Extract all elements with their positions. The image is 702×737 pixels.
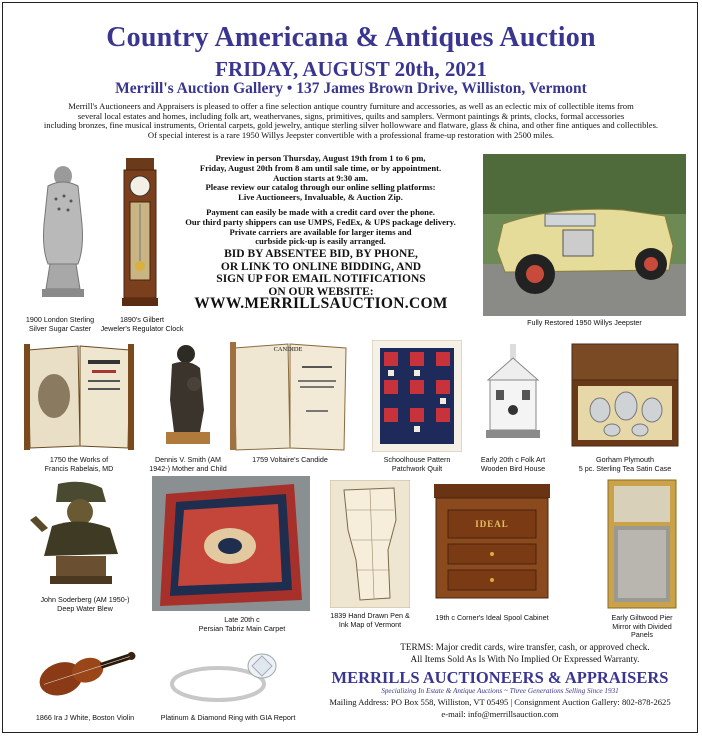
- bid-line: BID BY ABSENTEE BID, BY PHONE,: [224, 248, 418, 260]
- sugar-caster-photo: [22, 154, 104, 312]
- caption-line: Deep Water Blew: [57, 603, 113, 613]
- terms-line: All Items Sold As Is With No Implied Or Expressed Warranty.: [410, 654, 640, 664]
- willys-jeepster-photo: [483, 154, 686, 316]
- preview-line: Payment can easily be made with a credit card over the phone.: [206, 206, 435, 217]
- quilt-photo: [372, 340, 462, 452]
- caption-line: Early 20th c Folk Art: [480, 455, 546, 464]
- preview-line: Please review our catalog through our online selling platforms:: [205, 182, 436, 193]
- caption-line: Late 20th c: [224, 615, 260, 624]
- caption-line: 1839 Hand Drawn Pen &: [330, 611, 410, 620]
- vermont-map-photo: [330, 480, 410, 608]
- regulator-clock-photo: [118, 154, 162, 312]
- intro-line: several local estates and homes, including folk art, weathervanes, signs, primitives, quilts and samplers. Vermont paintings & prints, clocks, formal accessories: [77, 110, 625, 121]
- bird-house-photo: [478, 340, 548, 452]
- candide-caption: [236, 456, 344, 465]
- clock-caption: [92, 316, 192, 333]
- caption-line: Gorham Plymouth: [596, 455, 654, 464]
- company-name: MERRILLS AUCTIONEERS & APPRAISERS: [331, 668, 669, 687]
- ring-caption: [146, 714, 310, 723]
- preview-line: curbside pick-up is easily arranged.: [255, 236, 386, 247]
- caption-line: Platinum & Diamond Ring with GIA Report: [160, 713, 296, 722]
- caption-line: Panels: [631, 630, 653, 639]
- bid-line: SIGN UP FOR EMAIL NOTIFICATIONS: [216, 273, 426, 285]
- preview-line: Auction starts at 9:30 am.: [273, 172, 368, 183]
- email-address[interactable]: e-mail: info@merrillsauction.com: [441, 709, 559, 719]
- intro-line: Of special interest is a rare 1950 Willys Jeepster convertible with a professional frame-up restoration with 2500 miles.: [147, 129, 555, 140]
- rabelais-book-photo: [22, 340, 136, 452]
- diamond-ring-photo: [148, 636, 308, 712]
- caption-line: 1942-) Mother and Child: [149, 463, 227, 473]
- terms-line: TERMS: Major credit cards, wire transfer, cash, or approved check.: [400, 642, 650, 652]
- violin-caption: [22, 714, 148, 723]
- preview-line: Friday, August 20th from 8 am until sale time, or by appointment.: [199, 162, 442, 173]
- caption-line: Fully Restored 1950 Willys Jeepster: [527, 318, 642, 327]
- caption-line: Francis Rabelais, MD: [44, 463, 114, 473]
- caption-line: 1866 Ira J White, Boston Violin: [35, 713, 135, 722]
- preview-line: Private carriers are available for larger items and: [229, 226, 412, 237]
- caption-line: Mirror with Divided: [612, 621, 672, 631]
- sea-captain-bronze-photo: [22, 476, 142, 588]
- intro-line: including bronzes, fine musical instruments, Oriental carpets, gold jewelry, antique sterling silver hollowware and flatware, glass & china, and other fine antiques and collectibles.: [43, 120, 659, 131]
- jeep-caption: [483, 319, 686, 328]
- bidding-instructions: [166, 248, 476, 298]
- mailing-address: Mailing Address: PO Box 558, Williston, VT 05495 | Consignment Auction Gallery: 802-878-2625: [329, 697, 671, 707]
- caption-line: Early Giltwood Pier: [611, 613, 673, 622]
- caption-line: Dennis V. Smith (AM: [154, 455, 222, 464]
- candide-title-label: CANDIDE: [273, 346, 303, 353]
- mother-child-bronze-photo: [160, 340, 216, 450]
- bird-house-caption: [468, 456, 558, 473]
- terms-block: [360, 641, 690, 665]
- auction-title: Country Americana & Antiques Auction: [106, 22, 596, 53]
- candide-book-photo: [228, 340, 352, 452]
- bid-line: ON OUR WEBSITE:: [268, 285, 374, 298]
- map-caption: [322, 612, 418, 629]
- tabriz-carpet-photo: [152, 476, 310, 611]
- caption-line: Jeweler's Regulator Clock: [100, 323, 184, 333]
- cabinet-label: IDEAL: [475, 519, 509, 529]
- preview-line: Live Auctioneers, Invaluable, & Auction Zip.: [238, 192, 403, 203]
- caption-line: 1750 the Works of: [49, 455, 109, 464]
- rabelais-caption: [22, 456, 136, 473]
- preview-info: [168, 154, 473, 247]
- cabinet-caption: [424, 614, 560, 623]
- bid-line: OR LINK TO ONLINE BIDDING, AND: [220, 260, 422, 273]
- caption-line: John Soderberg (AM 1950-): [40, 595, 130, 604]
- caption-line: Ink Map of Vermont: [338, 619, 402, 629]
- company-tagline: Specializing In Estate & Antique Auctions ~ Three Generations Selling Since 1931: [381, 687, 619, 695]
- auction-location: Merrill's Auction Gallery • 137 James Brown Drive, Williston, Vermont: [115, 80, 587, 97]
- caption-line: Schoolhouse Pattern: [383, 455, 451, 464]
- intro-line: Merrill's Auctioneers and Appraisers is pleased to offer a fine selection antique country furniture and accessories, as well as an eclectic mix of collectible items from: [68, 101, 634, 111]
- caption-line: 1759 Voltaire's Candide: [252, 455, 328, 464]
- sea-bronze-caption: [22, 596, 148, 613]
- tea-set-photo: [566, 340, 684, 452]
- pier-mirror-photo: [604, 476, 680, 612]
- caption-line: Wooden Bird House: [480, 463, 546, 473]
- caption-line: 5 pc. Sterling Tea Satin Case: [578, 463, 672, 473]
- auction-date: FRIDAY, AUGUST 20th, 2021: [215, 57, 487, 81]
- caption-line: Silver Sugar Caster: [28, 323, 92, 333]
- quilt-caption: [366, 456, 468, 473]
- tea-set-caption: [566, 456, 684, 473]
- caption-line: 1890's Gilbert: [119, 315, 165, 324]
- caption-line: 1900 London Sterling: [25, 315, 95, 324]
- caption-line: Patchwork Quilt: [391, 463, 443, 473]
- intro-paragraph: [12, 102, 690, 140]
- mirror-caption: [592, 614, 692, 640]
- caption-line: 19th c Corner's Ideal Spool Cabinet: [435, 613, 549, 622]
- violin-photo: [22, 636, 142, 708]
- preview-line: Preview in person Thursday, August 19th from 1 to 6 pm,: [215, 153, 426, 163]
- bronze-mother-caption: [140, 456, 236, 473]
- spool-cabinet-photo: [428, 480, 556, 608]
- carpet-caption: [182, 616, 302, 633]
- website-link[interactable]: WWW.MERRILLSAUCTION.COM: [194, 295, 448, 312]
- caption-line: Persian Tabriz Main Carpet: [198, 623, 286, 633]
- preview-line: Our third party shippers can use UMPS, FedEx, & UPS package delivery.: [185, 216, 456, 227]
